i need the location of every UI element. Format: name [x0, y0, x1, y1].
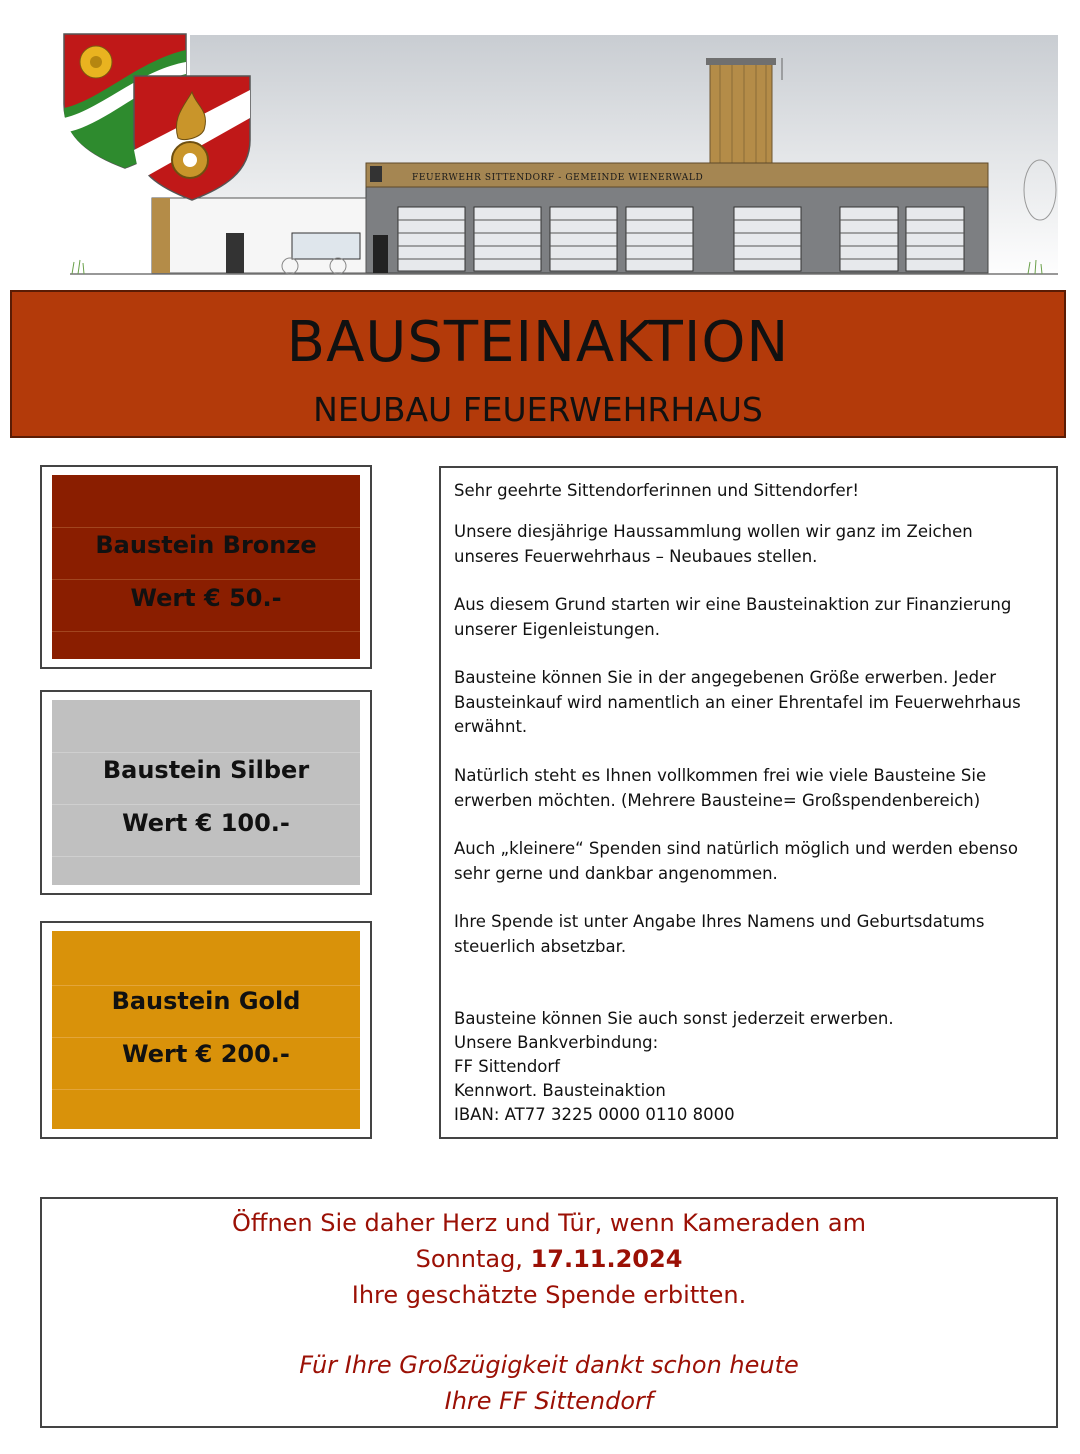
page-subtitle: NEUBAU FEUERWEHRHAUS [313, 390, 763, 429]
appeal-date: 17.11.2024 [530, 1245, 683, 1273]
building-sign-text: FEUERWEHR SITTENDORF - GEMEINDE WIENERWALD [412, 173, 704, 183]
tier-name: Baustein Silber [102, 756, 310, 784]
annex-window [292, 233, 360, 259]
appeal-date-line [42, 1245, 1056, 1273]
fire-station-illustration [60, 30, 1060, 285]
tier-card-silver [40, 690, 372, 895]
annex-door [226, 233, 244, 273]
bank-name: FF Sittendorf [454, 1057, 560, 1076]
letter-paragraph: Natürlich steht es Ihnen vollkommen frei wie viele Bausteine Sie erwerben möchten. (Mehrere Bausteine= Großspendenbereich) [454, 766, 987, 810]
tier-swatch [52, 475, 360, 659]
letter-paragraph: Aus diesem Grund starten wir eine Bausteinaktion zur Finanzierung unserer Eigenleistungen. [454, 595, 1012, 639]
appeal-box [40, 1197, 1058, 1428]
bank-label: Unsere Bankverbindung: [454, 1033, 659, 1052]
tier-card-bronze [40, 465, 372, 669]
letter-paragraph: Unsere diesjährige Haussammlung wollen wir ganz im Zeichen unseres Feuerwehrhaus – Neubaues stellen. [454, 522, 973, 566]
drill-tower [710, 63, 772, 163]
letter-greeting: Sehr geehrte Sittendorferinnen und Sittendorfer! [454, 481, 859, 500]
bank-keyword: Kennwort. Bausteinaktion [454, 1081, 666, 1100]
appeal-date-prefix: Sonntag, [415, 1245, 531, 1273]
tier-value: Wert € 200.- [122, 1040, 290, 1068]
bank-iban: IBAN: AT77 3225 0000 0110 8000 [454, 1105, 735, 1124]
tier-value: Wert € 50.- [130, 584, 282, 612]
tier-name: Baustein Bronze [95, 531, 317, 559]
letter-paragraph: Ihre Spende ist unter Angabe Ihres Namens und Geburtsdatums steuerlich absetzbar. [454, 912, 985, 956]
page-title: BAUSTEINAKTION [286, 310, 790, 375]
thanks-line: Für Ihre Großzügigkeit dankt schon heute [299, 1351, 799, 1379]
letter-paragraph: Auch „kleinere“ Spenden sind natürlich möglich und werden ebenso sehr gerne und dankbar angenommen. [454, 839, 1018, 883]
tier-value: Wert € 100.- [122, 809, 290, 837]
letter-text-box [439, 466, 1058, 1139]
tier-swatch [52, 931, 360, 1129]
letter-paragraph: Bausteine können Sie in der angegebenen Größe erwerben. Jeder Bausteinkauf wird namentlich an einer Ehrentafel im Feuerwehrhaus erwähnt. [454, 668, 1021, 736]
tier-swatch [52, 700, 360, 885]
bank-intro: Bausteine können Sie auch sonst jederzeit erwerben. [454, 1009, 894, 1028]
thanks-signature: Ihre FF Sittendorf [444, 1387, 654, 1415]
title-banner [10, 290, 1066, 438]
appeal-line: Ihre geschätzte Spende erbitten. [351, 1281, 747, 1309]
garage-doors [398, 207, 964, 271]
tier-name: Baustein Gold [111, 987, 301, 1015]
tier-card-gold [40, 921, 372, 1139]
appeal-line: Öffnen Sie daher Herz und Tür, wenn Kameraden am [232, 1209, 866, 1237]
